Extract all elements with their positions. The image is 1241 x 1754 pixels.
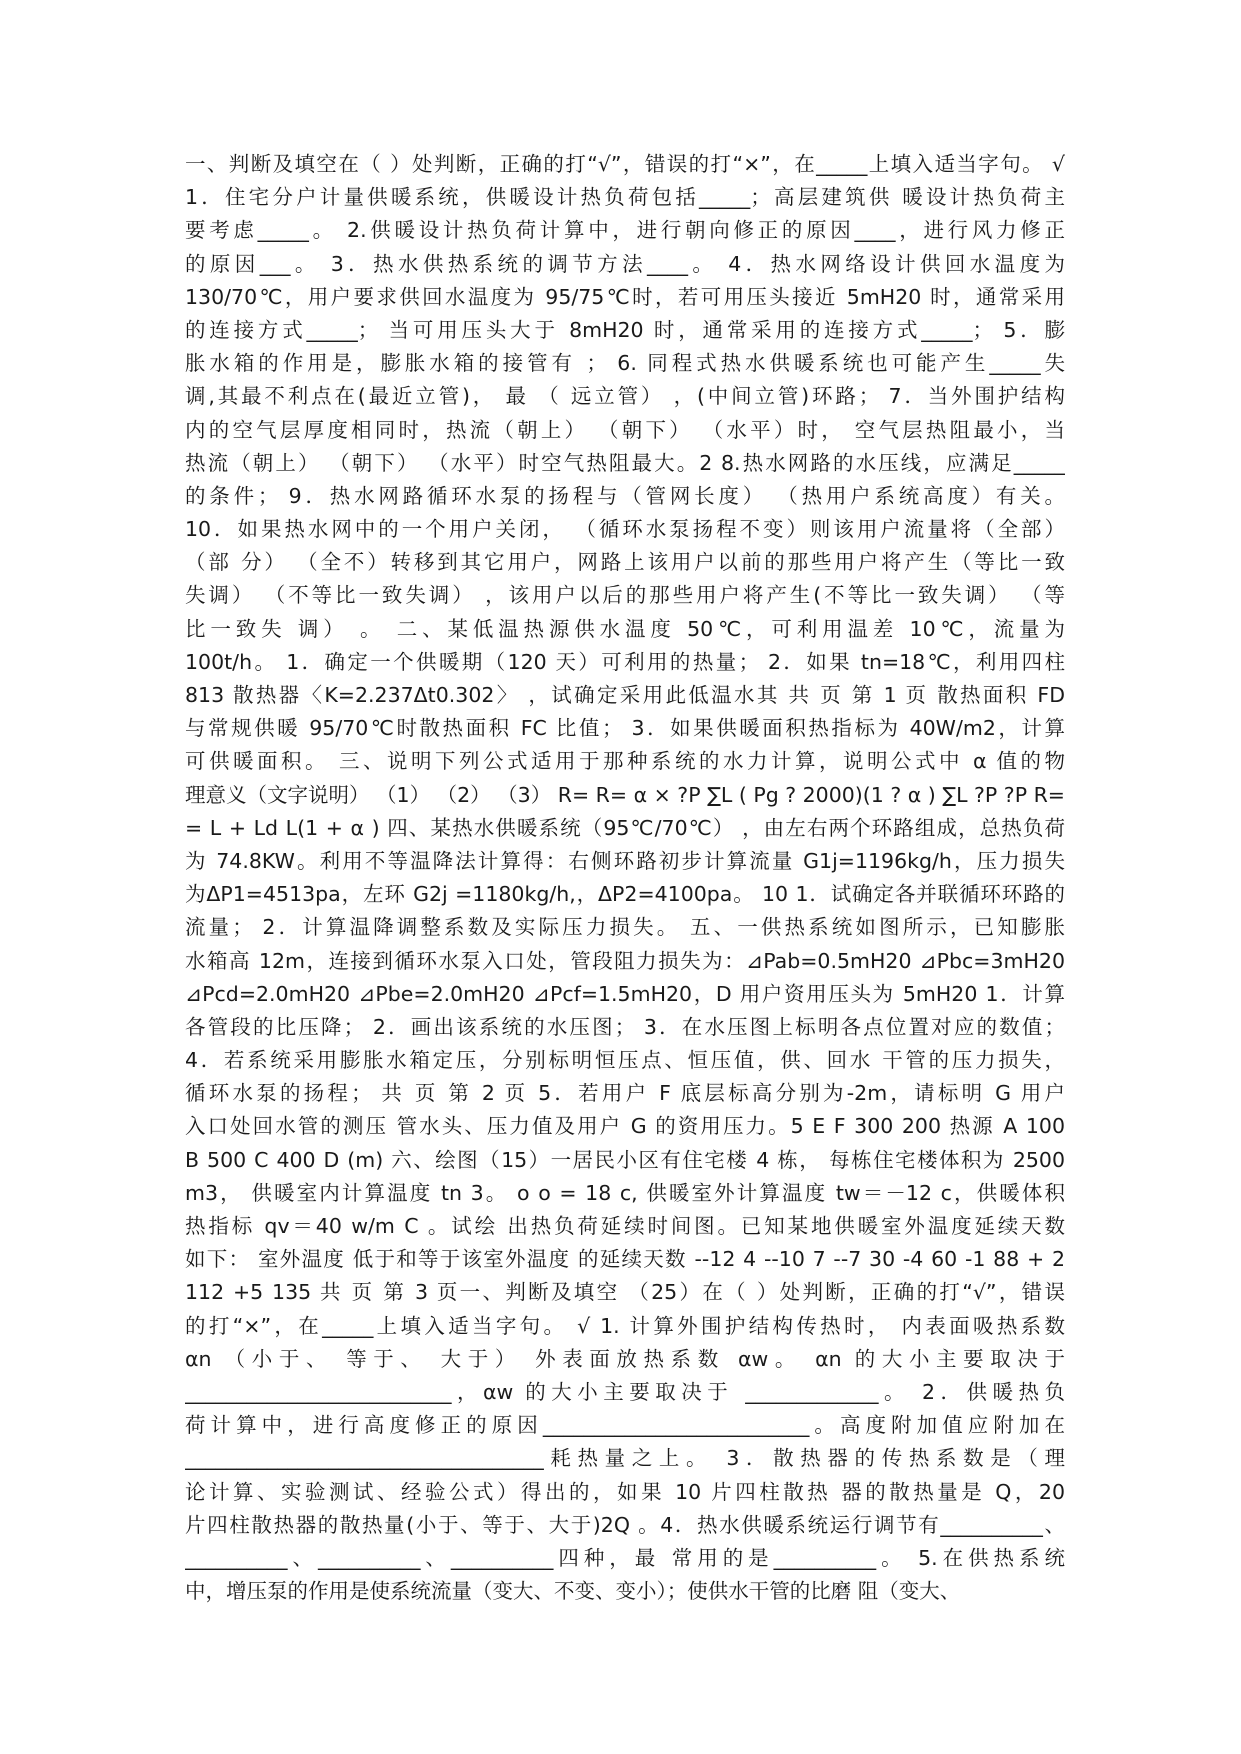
text-line: 可供暖面积。 三、说明下列公式适用于那种系统的水力计算，说明公式中 α 值的物 [185, 749, 1065, 774]
text-line: 112 +5 135 共 页 第 3 页一、判断及填空 （25）在（ ）处判断，正确的打“√”，错误 [185, 1280, 1065, 1305]
text-line: 比一致失 调） 。 二、某低温热源供水温度 50℃，可利用温差 10℃，流量为 [185, 616, 1065, 641]
text-line: 流量； 2．计算温降调整系数及实际压力损失。 五、一供热系统如图所示，已知膨胀 [185, 915, 1065, 940]
text-line: 水箱高 12m，连接到循环水泵入口处，管段阻力损失为：⊿Pab=0.5mH20 ⊿Pbc=3mH20 [185, 948, 1065, 973]
text-line: 为ΔP1=4513pa，左环 G2j =1180kg/h,，ΔP2=4100pa。 10 1．试确定各并联循环环路的 [185, 882, 1065, 907]
text-line: 论计算、实验测试、经验公式）得出的，如果 10 片四柱散热 器的散热量是 Q，20 [185, 1479, 1065, 1504]
text-line: 各管段的比压降； 2．画出该系统的水压图； 3．在水压图上标明各点位置对应的数值； [185, 1014, 1065, 1039]
text-line: 的连接方式_____； 当可用压头大于 8mH20 时，通常采用的连接方式_____； 5．膨 [185, 317, 1065, 342]
text-line: m3， 供暖室内计算温度 tn 3。 o o = 18 c, 供暖室外计算温度 tw＝－12 c，供暖体积 [185, 1180, 1065, 1205]
text-line: 与常规供暖 95/70℃时散热面积 FC 比值； 3．如果供暖面积热指标为 40W/m2，计算 [185, 716, 1065, 741]
text-line: 入口处回水管的测压 管水头、压力值及用户 G 的资用压力。5 E F 300 200 热源 A 100 [185, 1114, 1065, 1139]
text-line: 为 74.8KW。利用不等温降法计算得：右侧环路初步计算流量 G1j=1196kg/h，压力损失 [185, 848, 1065, 873]
text-line: 热指标 qv＝40 w/m C 。试绘 出热负荷延续时间图。已知某地供暖室外温度延续天数 [185, 1214, 1065, 1238]
text-line: 片四柱散热器的散热量(小于、等于、大于)2Q 。4．热水供暖系统运行调节有__________、 [185, 1512, 1065, 1537]
text-line: __________________________，αw 的大小主要取决于 _____________。 2．供暖热负 [185, 1379, 1065, 1404]
text-line: 荷计算中，进行高度修正的原因__________________________。高度附加值应附加在 [185, 1413, 1065, 1438]
text-line: （部 分） （全不）转移到其它用户，网路上该用户以前的那些用户将产生（等比一致 [185, 550, 1065, 575]
text-line: __________、__________、__________四种，最 常用的是__________。 5.在供热系统 [185, 1545, 1065, 1570]
text-line: 要考虑_____。 2.供暖设计热负荷计算中，进行朝向修正的原因____，进行风力修正 [185, 218, 1065, 243]
text-line: 内的空气层厚度相同时，热流（朝上） （朝下） （水平）时， 空气层热阻最小，当 [185, 417, 1065, 442]
text-line: 10．如果热水网中的一个用户关闭， （循环水泵扬程不变）则该用户流量将（全部） [185, 517, 1065, 542]
text-line: ⊿Pcd=2.0mH20 ⊿Pbe=2.0mH20 ⊿Pcf=1.5mH20，D 用户资用压头为 5mH20 1．计算 [185, 981, 1065, 1006]
text-line: 4．若系统采用膨胀水箱定压，分别标明恒压点、恒压值，供、回水 干管的压力损失， [185, 1048, 1065, 1073]
text-line: 1．住宅分户计量供暖系统，供暖设计热负荷包括_____；高层建筑供 暖设计热负荷主 [185, 185, 1065, 210]
text-line: 胀水箱的作用是，膨胀水箱的接管有 ； 6. 同程式热水供暖系统也可能产生_____失 [185, 351, 1065, 376]
text-line: αn （小于、 等于、 大于） 外表面放热系数 αw。 αn 的大小主要取决于 [185, 1346, 1065, 1371]
text-line: 130/70℃，用户要求供回水温度为 95/75℃时，若可用压头接近 5mH20 时，通常采用 [185, 284, 1065, 309]
text-line: 循环水泵的扬程； 共 页 第 2 页 5．若用户 F 底层标高分别为-2m，请标明 G 用户 [185, 1081, 1065, 1106]
text-line: 调,其最不利点在(最近立管)， 最 （ 远立管） ，(中间立管)环路； 7．当外围护结构 [185, 384, 1065, 409]
text-line: 理意义（文字说明） （1） （2） （3） R= R= α × ?P ∑L ( Pg ? 2000)(1 ? α ) ∑L ?P ?P R= [185, 782, 1065, 807]
text-line: = L + Ld L(1 + α ) 四、某热水供暖系统（95℃/70℃） ，由左右两个环路组成，总热负荷 [185, 815, 1065, 840]
text-line: 100t/h。 1．确定一个供暖期（120 天）可利用的热量； 2．如果 tn=18℃，利用四柱 [185, 649, 1065, 674]
text-line: 一、判断及填空在（ ）处判断，正确的打“√”，错误的打“×”，在_____上填入适当字句。 √ [185, 152, 1065, 176]
text-line: 失调） （不等比一致失调） ，该用户以后的那些用户将产生(不等比一致失调） （等 [185, 583, 1065, 608]
text-line: 的打“×”，在_____上填入适当字句。 √ 1. 计算外围护结构传热时， 内表面吸热系数 [185, 1313, 1065, 1338]
text-line: 如下： 室外温度 低于和等于该室外温度 的延续天数 --12 4 --10 7 --7 30 -4 60 -1 88 + 2 [185, 1247, 1065, 1272]
text-line: 的原因___。 3．热水供热系统的调节方法____。 4．热水网络设计供回水温度为 [185, 251, 1065, 276]
text-line: B 500 C 400 D (m) 六、绘图（15）一居民小区有住宅楼 4 栋， 每栋住宅楼体积为 2500 [185, 1147, 1065, 1172]
text-line: 中，增压泵的作用是使系统流量（变大、不变、变小）；使供水干管的比磨 阻（变大、 [185, 1579, 961, 1604]
document-body [185, 148, 1065, 1608]
text-line: 813 散热器〈K=2.237Δt0.302〉 ，试确定采用此低温水其 共 页 第 1 页 散热面积 FD [185, 683, 1065, 707]
text-line: ___________________________________耗热量之上。 3．散热器的传热系数是（理 [185, 1446, 1065, 1471]
text-line: 的条件； 9．热水网路循环水泵的扬程与（管网长度） （热用户系统高度）有关。 [185, 483, 1065, 508]
text-line: 热流（朝上） （朝下） （水平）时空气热阻最大。2 8.热水网路的水压线，应满足_____ [185, 450, 1065, 475]
